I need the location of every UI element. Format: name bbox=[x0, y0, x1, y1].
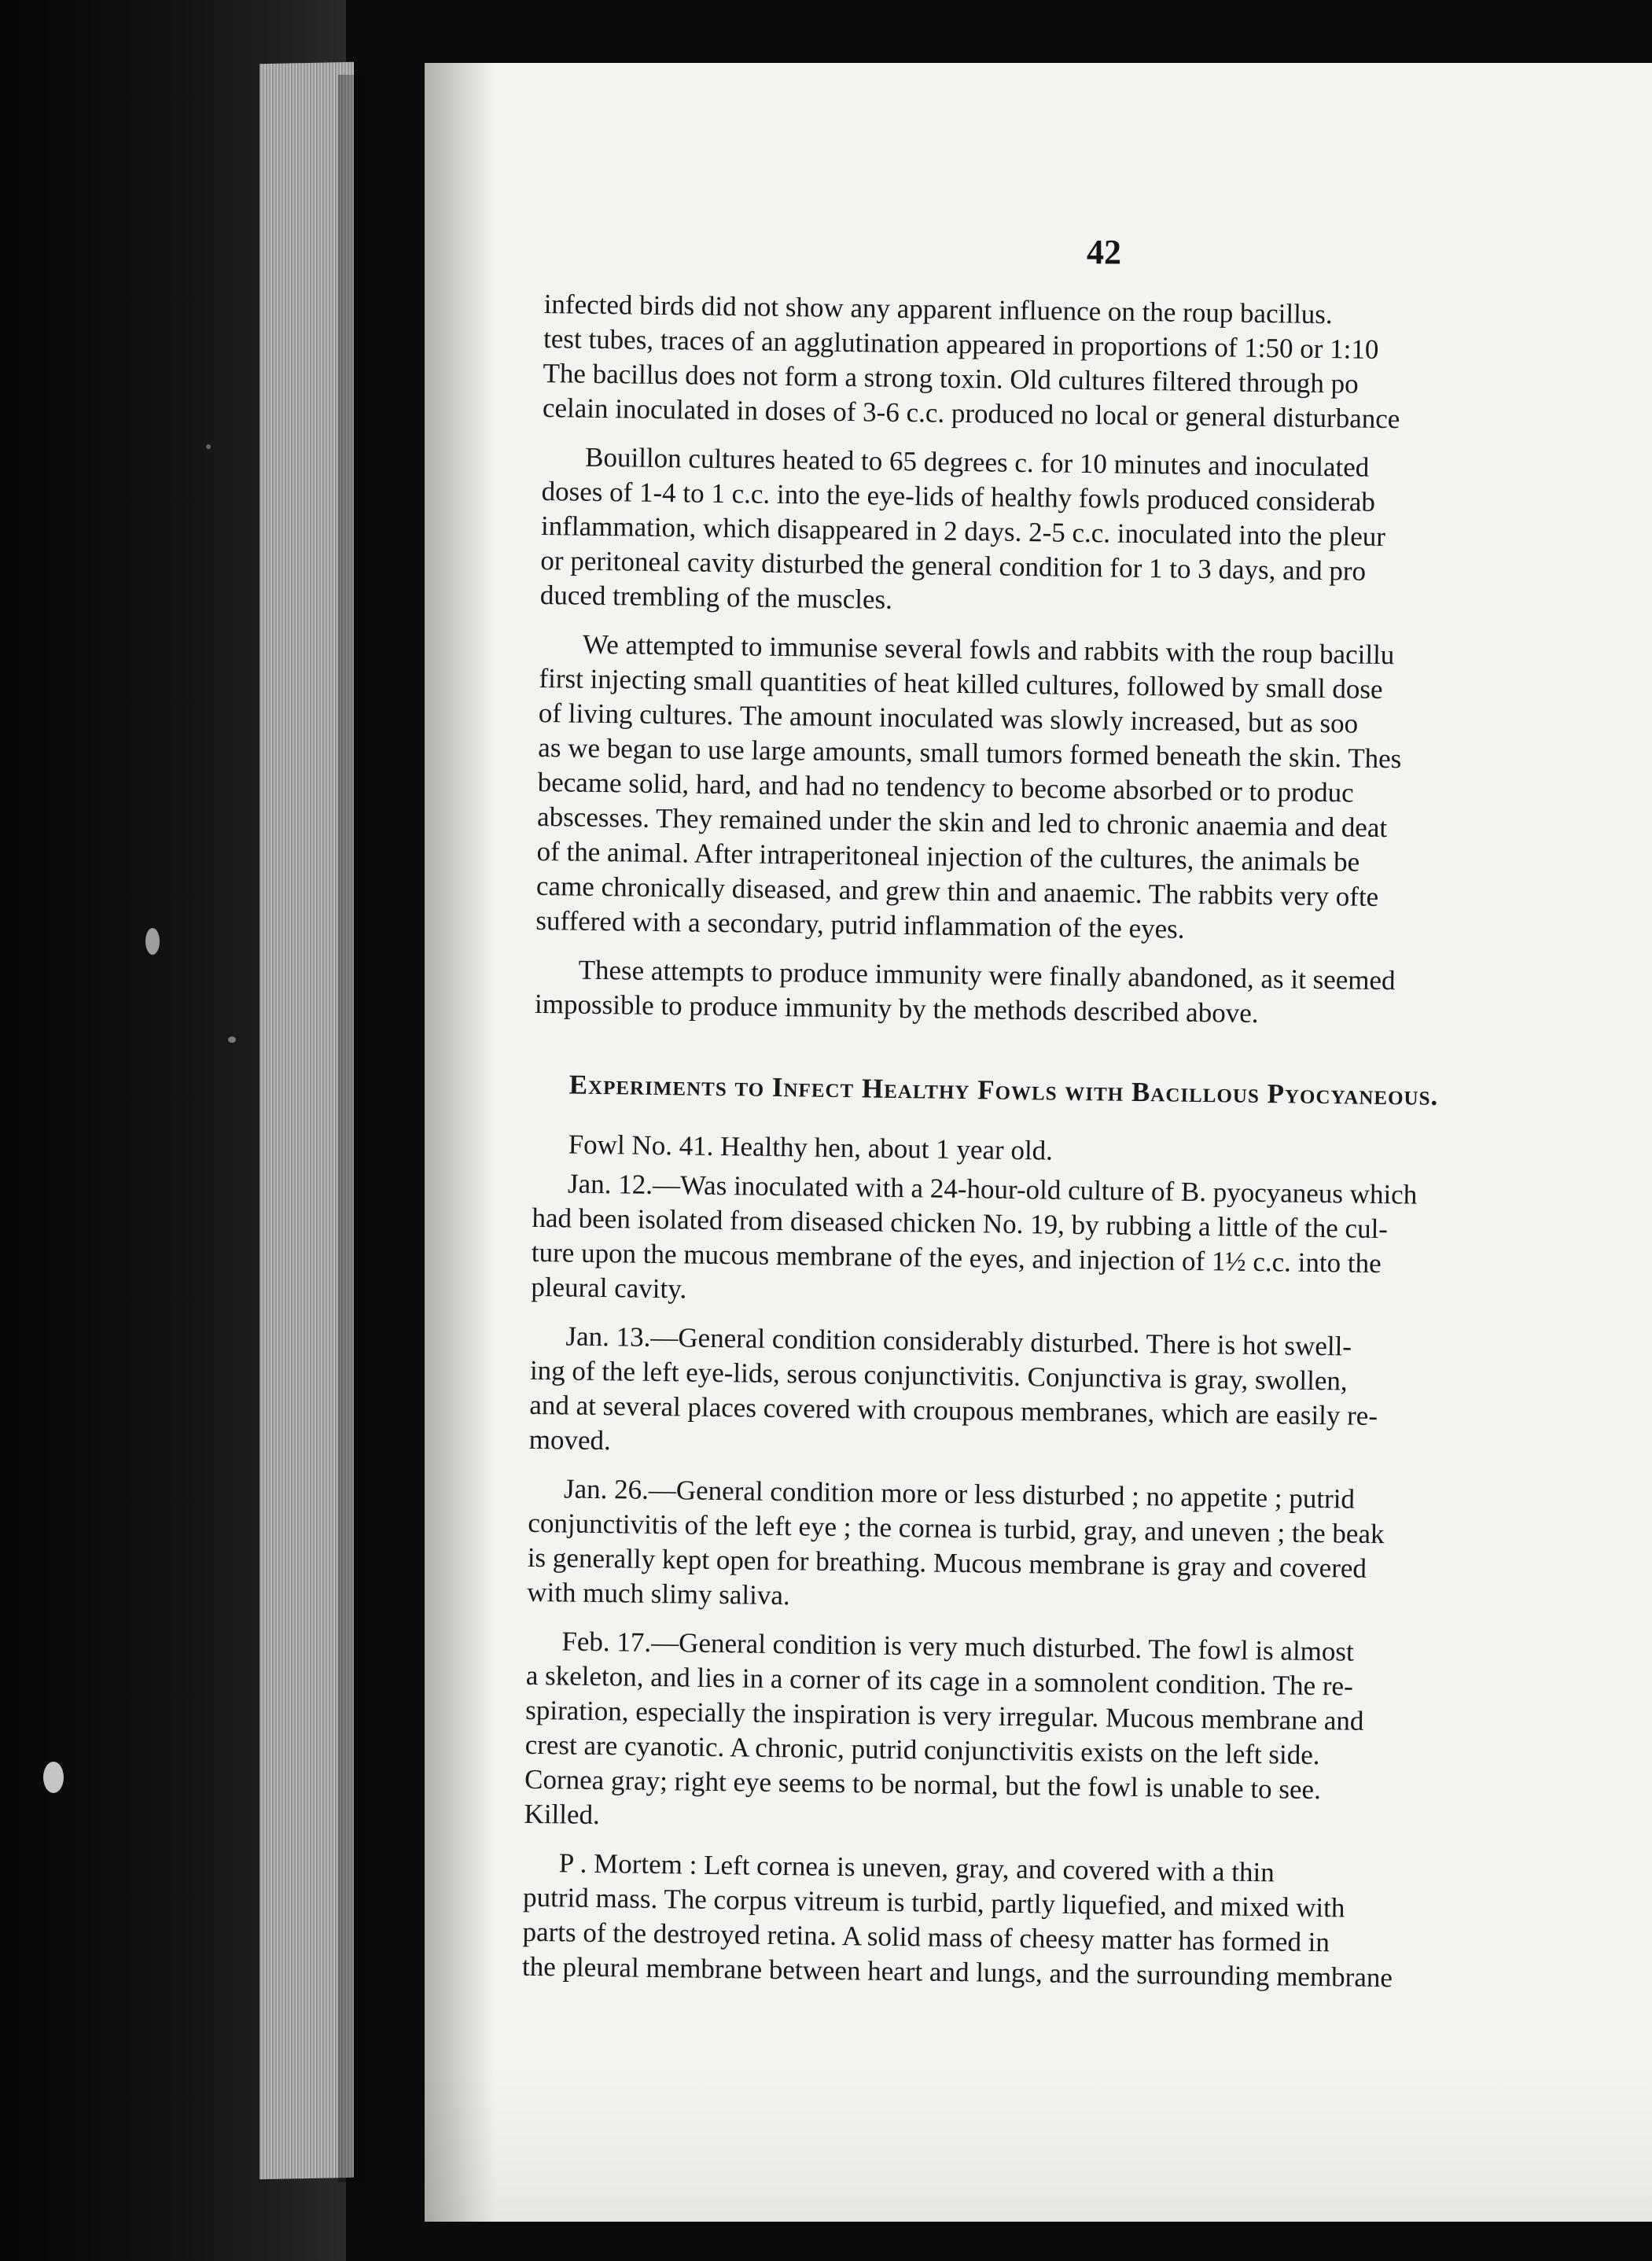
book-page bbox=[425, 63, 1652, 2222]
text-line: duced trembling of the muscles. bbox=[539, 579, 893, 615]
text-line: parts of the destroyed retina. A solid mass of cheesy matter has formed in bbox=[522, 1916, 1330, 1958]
text-line: putrid mass. The corpus vitreum is turbid, partly liquefied, and mixed with bbox=[522, 1881, 1345, 1924]
text-line: became solid, hard, and had no tendency to become absorbed or to produc bbox=[537, 766, 1354, 808]
text-line: first injecting small quantities of heat killed cultures, followed by small dose bbox=[539, 662, 1383, 705]
text-line: test tubes, traces of an agglutination appeared in proportions of 1:50 or 1:10 bbox=[543, 322, 1379, 365]
text-line: crest are cyanotic. A chronic, putrid conjunctivitis exists on the left side. bbox=[524, 1729, 1320, 1771]
scan-shading bbox=[425, 2064, 1652, 2222]
text-line: The bacillus does not form a strong toxin. Old cultures filtered through po bbox=[543, 357, 1359, 400]
text-line: is generally kept open for breathing. Mucous membrane is gray and covered bbox=[527, 1541, 1367, 1584]
text-line: the pleural membrane between heart and lungs, and the surrounding membrane bbox=[521, 1950, 1393, 1994]
text-line: We attempted to immunise several fowls and rabbits with the roup bacillu bbox=[582, 628, 1395, 671]
text-line: doses of 1-4 to 1 c.c. into the eye-lids of healthy fowls produced considerab bbox=[541, 475, 1376, 517]
text-line: pleural cavity. bbox=[531, 1271, 687, 1305]
text-line: moved. bbox=[528, 1423, 612, 1456]
text-line: spiration, especially the inspiration is very irregular. Mucous membrane and bbox=[525, 1694, 1364, 1736]
text-line: Jan. 26.—General condition more or less disturbed ; no appetite ; putrid bbox=[563, 1473, 1356, 1515]
text-line: suffered with a secondary, putrid inflammation of the eyes. bbox=[535, 904, 1185, 945]
text-line: Feb. 17.—General condition is very much disturbed. The fowl is almost bbox=[561, 1626, 1355, 1667]
text-line: impossible to produce immunity by the methods described above. bbox=[534, 988, 1259, 1029]
edge-shadow bbox=[338, 75, 385, 2182]
text-line: came chronically diseased, and grew thin and anaemic. The rabbits very ofte bbox=[535, 870, 1379, 912]
text-line: or peritoneal cavity disturbed the general condition for 1 to 3 days, and pro bbox=[540, 544, 1367, 587]
text-line: of living cultures. The amount inoculated was slowly increased, but as soo bbox=[538, 697, 1359, 739]
text-line: abscesses. They remained under the skin and led to chronic anaemia and deat bbox=[536, 801, 1388, 844]
text-line: ture upon the mucous membrane of the eyes, and injection of 1½ c.c. into the bbox=[531, 1236, 1382, 1280]
body-text bbox=[522, 287, 1652, 2002]
text-line: with much slimy saliva. bbox=[527, 1576, 790, 1611]
text-line: Fowl No. 41. Healthy hen, about 1 year old. bbox=[568, 1129, 1054, 1166]
section-heading: Experiments to Infect Healthy Fowls with Bacillous Pyocyaneous. bbox=[568, 1069, 1439, 1111]
text-line: celain inoculated in doses of 3-6 c.c. produced no local or general disturbance bbox=[542, 392, 1400, 435]
text-line: Killed. bbox=[524, 1798, 601, 1831]
text-line: Cornea gray; right eye seems to be normal, but the fowl is unable to see. bbox=[524, 1763, 1322, 1806]
text-line: Jan. 12.—Was inoculated with a 24-hour-old culture of B. pyocyaneus which bbox=[567, 1168, 1418, 1210]
text-line: conjunctivitis of the left eye ; the cornea is turbid, gray, and uneven ; the beak bbox=[528, 1507, 1385, 1550]
text-line: ing of the left eye-lids, serous conjunctivitis. Conjunctiva is gray, swollen, bbox=[529, 1354, 1348, 1397]
text-line: had been isolated from diseased chicken No. 19, by rubbing a little of the cul- bbox=[532, 1202, 1389, 1245]
text-line: inflammation, which disappeared in 2 days. 2-5 c.c. inoculated into the pleur bbox=[540, 510, 1386, 553]
specks bbox=[145, 928, 160, 955]
text-line: infected birds did not show any apparent influence on the roup bacillus. bbox=[543, 288, 1333, 330]
text-line: and at several places covered with croupous membranes, which are easily re- bbox=[529, 1389, 1378, 1431]
text-line: of the animal. After intraperitoneal injection of the cultures, the animals be bbox=[536, 835, 1360, 878]
text-line: P . Mortem : Left cornea is uneven, gray, and covered with a thin bbox=[558, 1847, 1275, 1888]
text-line: Jan. 13.—General condition considerably disturbed. There is hot swell- bbox=[565, 1320, 1352, 1362]
text-line: These attempts to produce immunity were finally abandoned, as it seemed bbox=[578, 954, 1396, 996]
gutter-shadow bbox=[425, 63, 495, 2222]
text-line: Bouillon cultures heated to 65 degrees c. for 10 minutes and inoculated bbox=[584, 441, 1370, 483]
page-number: 42 bbox=[1087, 233, 1121, 271]
specks bbox=[206, 444, 211, 449]
specks bbox=[228, 1037, 236, 1043]
text-line: a skeleton, and lies in a corner of its cage in a somnolent condition. The re- bbox=[525, 1659, 1354, 1702]
text-line: as we began to use large amounts, small tumors formed beneath the skin. Thes bbox=[538, 731, 1402, 775]
specks bbox=[43, 1762, 64, 1793]
